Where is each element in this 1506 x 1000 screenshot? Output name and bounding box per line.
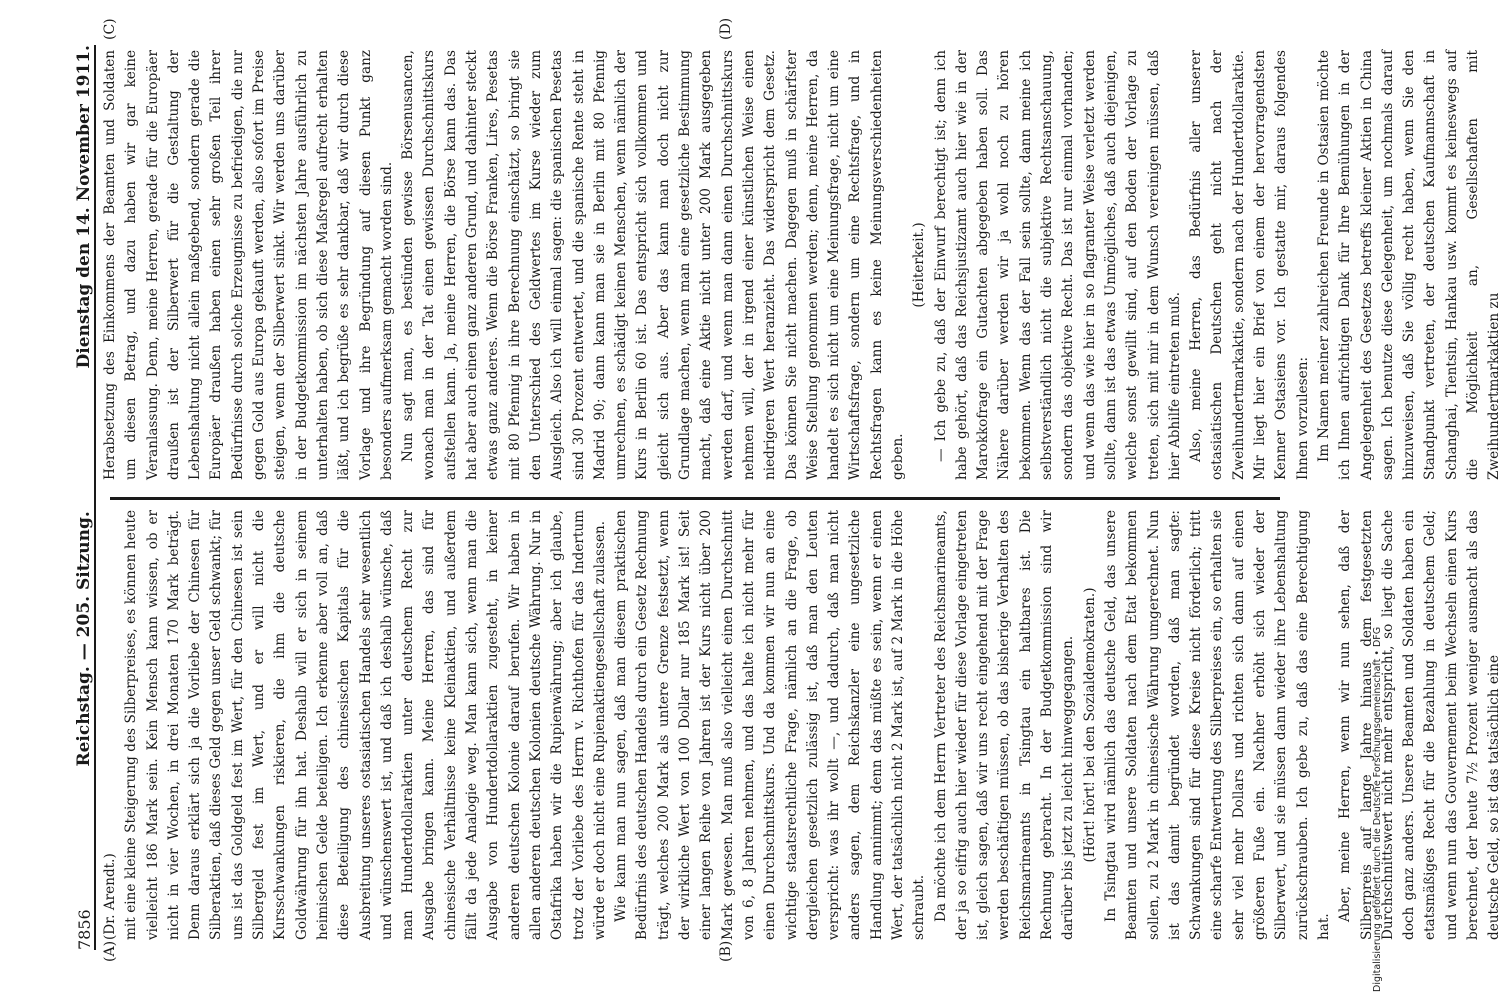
credit-text: Digitalisierung gefördert durch die Deutsche Forschungsgemeinschaft • DFG (1372, 626, 1383, 992)
right-paragraph: Nun sagt man, es bestünden gewisse Börsenusancen, wonach man in der Tat einen gewissen Durchschnittskurs aufstellen kann. Ja, meine Herren, die Börse kann das. Das hat aber auch einen ganz anderen Grund, und dahinter steckt etwas ganz anderes. Wenn die Börse Franken, Lires, Pesetas mit 80 Pfennig in ihre Berechnung einschätzt, so bringt sie den Unterschied des Geldwertes im Kurse wieder zum Ausgleich. Also ich will einmal sagen: die spanischen Pesetas sind 30 Prozent entwertet, und die spanische Rente steht in Madrid 90; dann kann man sie in Berlin mit 80 Pfennig umrechnen, es schädigt keinen Menschen, wenn nämlich der Kurs in Berlin 60 ist. Das entspricht sich vollkommen und gleicht sich aus. Aber das kann man doch nicht zur Grundlage machen, wenn man eine gesetzliche Bestimmung macht, daß eine Aktie nicht unter 200 Mark ausgegeben werden darf, und wenn man dann einen Durchschnittskurs nehmen will, der in irgend einer künstlichen Weise einen niedrigeren Wert heranzieht. Das widerspricht dem Gesetz. Das können Sie nicht machen. Dagegen muß in schärfster Weise Stellung genommen werden; denn, meine Herren, da handelt es sich nicht um eine Meinungsfrage, nicht um eine Wirtschaftsfrage, sondern um eine Rechtsfrage, und in Rechtsfragen kann es keine Meinungsverschiedenheiten geben. (400, 50, 906, 480)
margin-mark-b: (B) (718, 940, 734, 962)
left-paragraph: In Tsingtau wird nämlich das deutsche Geld, das unsere Beamten und unsere Soldaten nach dem Etat bekommen sollen, zu 2 Mark in chinesische Währung umgerechnet. Nun ist das damit begründet worden, daß man sagte: Schwankungen sind für diese Kreise nicht förderlich; tritt eine scharfe Entwertung des Silberpreises ein, so erhalten sie sehr viel mehr Dollars und richten sich dann auf einen größeren Fuße ein. Nachher erhöht sich wieder der Silberwert, und sie müssen dann wieder ihre Lebenshaltung zurückschrauben. Ich gebe zu, daß das eine Berechtigung hat. (1102, 510, 1332, 940)
margin-mark-c: (C) (102, 18, 118, 40)
right-column (100, 50, 1503, 480)
left-paragraph: Da möchte ich dem Herrn Vertreter des Reichsmarineamts, der ja so eifrig auch hier wieder für diese Vorlage eingetreten ist, gleich sagen, daß wir uns recht eingehend mit der Frage werden beschäftigen müssen, ob das bisherige Verhalten des Reichsmarineamts in Tsingtau ein haltbares ist. Die Rechnung gebracht. In der Budgetkommission sind wir darüber bis jetzt zu leicht hinweggegangen. (932, 510, 1077, 940)
digitization-credit (1372, 8, 1382, 992)
margin-mark-a: (A) (102, 940, 118, 962)
right-paragraph: Also, meine Herren, das Bedürfnis aller unserer ostasiatischen Deutschen geht nicht nach der Zweihundertmarkaktie, sondern nach der Hundertdollaraktie. Mir liegt hier ein Brief von einem der hervorragendsten Kenner Ostasiens vor. Ich gestatte mir, daraus folgendes Ihnen vorzulesen: (1188, 50, 1311, 480)
margin-mark-d: (D) (718, 17, 734, 40)
left-paragraph: (Hört! hört! bei den Sozialdemokraten.) (1081, 587, 1098, 863)
left-paragraph: mit eine kleine Steigerung des Silberpreises, es können heute vielleicht 186 Mark sein. Kein Mensch kann wissen, ob er nicht in vier Wochen, in drei Monaten 170 Mark beträgt. Denn daraus erklärt sich ja die Vorliebe der Chinesen für Silberaktien, daß dieses Geld gegen unser Geld schwankt; für uns ist das Goldgeld fest im Wert, für den Chinesen ist sein Silbergeld fest im Wert, und er will nicht die Kursschwankungen riskieren, die ihm die deutsche Goldwährung für ihn hat. Deshalb will er sich in seinem heimischen Gelde beteiligen. Ich erkenne aber voll an, daß diese Beteiligung des chinesischen Kapitals für die Ausbreitung unseres ostasiatischen Handels sehr wesentlich und wünschenswert ist, und daß ich deshalb wünsche, daß man Hundertdollaraktien unter deutschem Recht zur Ausgabe bringen kann. Meine Herren, das sind für chinesische Verhältnisse keine Kleinaktien, und außerdem fällt da jede Analogie weg. Man kann sich, wenn man die Ausgabe von Hundertdollaraktien zugesteht, in keiner anderen deutschen Kolonie darauf berufen. Wir haben in allen anderen deutschen Kolonien deutsche Währung. Nur in Ostafrika haben wir die Rupienwährung; aber ich glaube, trotz der Vorliebe des Herrn v. Richthofen für das Indertum würde er doch nicht eine Rupienaktiengesellschaft zulassen. (123, 510, 608, 940)
right-paragraph: Im Namen meiner zahlreichen Freunde in Ostasien möchte ich Ihnen aufrichtigen Dank für Ihre Bemühungen in der Angelegenheit des Gesetzes betreffs kleiner Aktien in China sagen. Ich benutze diese Gelegenheit, um nochmals darauf hinzuweisen, daß Sie völlig recht haben, wenn Sie den Standpunkt vertreten, der deutschen Kaufmannschaft in Schanghai, Tientsin, Hankau usw. kommt es keineswegs auf die Möglichkeit an, Gesellschaften mit Zweihundertmarkaktien zu (1315, 50, 1503, 480)
left-paragraph: Aber, meine Herren, wenn wir nun sehen, daß der Silberpreis auf lange Jahre hinaus dem festgesetzten Durchschnittswert nicht mehr entspricht, so liegt die Sache doch ganz anders. Unsere Beamten und Soldaten haben ein etatsmäßiges Recht für die Bezahlung in deutschem Geld; und wenn nun das Gouvernement beim Wechseln einen Kurs berechnet, der heute 7½ Prozent weniger ausmacht als das deutsche Geld, so ist das tatsächlich eine (1337, 510, 1503, 940)
right-paragraph: — Ich gebe zu, daß der Einwurf berechtigt ist; denn ich habe gehört, daß das Reichsjustizamt auch hier wie in der Marokkofrage ein Gutachten abgegeben haben soll. Das Nähere darüber werden wir ja wohl noch zu hören bekommen. Wenn das der Fall sein sollte, dann meine ich selbstverständlich nicht die subjektive Rechtsanschauung, sondern das objektive Recht. Das ist nur einmal vorhanden; und wenn das wie hier in so flagranter Weise verletzt werden sollte, dann ist das etwas Unmögliches, daß auch diejenigen, welche sonst gewillt sind, auf den Boden der Vorlage zu treten, sich mit mir in dem Wunsch vereinigen müssen, daß hier Abhilfe eintreten muß. (932, 50, 1183, 480)
left-paragraph: Wie kann man nun sagen, daß man diesem praktischen Bedürfnis des deutschen Handels durch ein Gesetz Rechnung trägt, welches 200 Mark als untere Grenze festsetzt, wenn der wirkliche Wert von 100 Dollar nur 185 Mark ist! Seit einer langen Reihe von Jahren ist der Kurs nicht über 200 Mark gewesen. Man muß also vielleicht einen Durchschnitt von 6, 8 Jahren nehmen, und das halte ich nicht mehr für einen Durchschnittskurs. Und da kommen wir nun an eine wichtige staatsrechtliche Frage, nämlich an die Frage, ob dergleichen gesetzlich zulässig ist, daß man den Leuten verspricht: was ihr wollt —, und dadurch, daß man nicht anders sagen, dem Reichskanzler eine ungesetzliche Handlung annimmt; denn das müßte es sein, wenn er einen Wert, der tatsächlich nicht 2 Mark ist, auf 2 Mark in die Höhe schraubt. (613, 510, 928, 940)
left-paragraph: (Dr. Arendt.) (102, 853, 118, 940)
page-number: 7856 (75, 909, 94, 950)
header-right-title: Dienstag den 14. November 1911. (74, 45, 94, 369)
header-left-title: Reichstag. — 205. Sitzung. (74, 511, 94, 767)
page-header (58, 45, 96, 950)
right-paragraph: Herabsetzung des Einkommens der Beamten und Soldaten um diesen Betrag, und dazu haben wir gar keine Veranlassung. Denn, meine Herren, gerade für die Europäer draußen ist der Silberwert für die Gestaltung der Lebenshaltung nicht allein maßgebend, sondern gerade die Europäer draußen haben einen sehr großen Teil ihrer Bedürfnisse durch solche Erzeugnisse zu befriedigen, die nur gegen Gold aus Europa gekauft werden, also sofort im Preise steigen, wenn der Silberwert sinkt. Wir werden uns darüber in der Budgetkommission im nächsten Jahre ausführlich zu unterhalten haben, ob sich diese Maßregel aufrecht erhalten läßt, und ich begrüße es sehr dankbar, daß wir durch diese Vorlage und ihre Begründung auf diesen Punkt ganz besonders aufmerksam gemacht worden sind. (102, 50, 395, 480)
right-paragraph: (Heiterkeit.) (911, 222, 928, 308)
column-divider (110, 497, 1280, 500)
